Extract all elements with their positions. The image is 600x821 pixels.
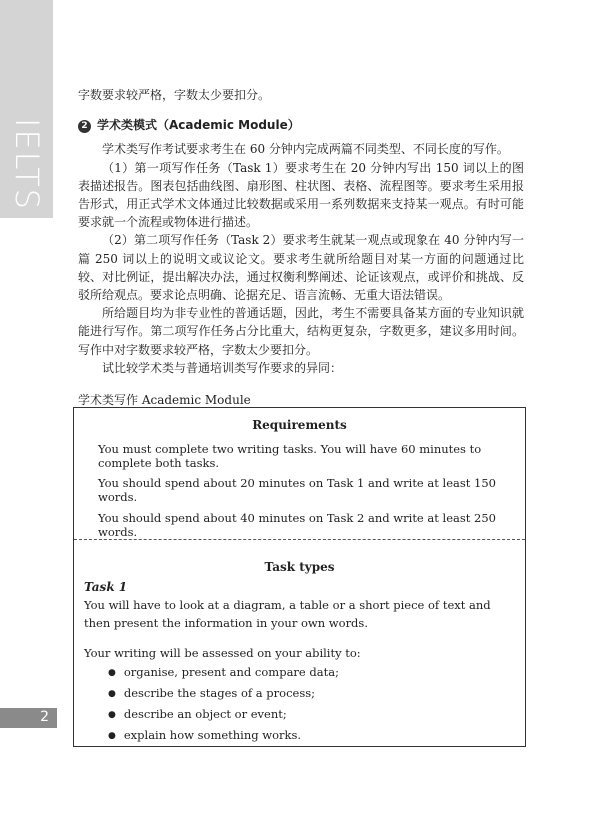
task-types-title: Task types	[264, 560, 335, 574]
page-number-box	[0, 708, 57, 728]
box-caption: 学术类写作 Academic Module	[78, 393, 251, 408]
page-number: 2	[40, 709, 49, 725]
task1-text: You will have to look at a diagram, a table or a short piece of text and then present the information in your own words.	[84, 598, 491, 630]
sidebar-label: IELTS	[8, 118, 46, 211]
dashed-divider	[74, 539, 525, 540]
requirement-line: You should spend about 20 minutes on Task 1 and write at least 150 words.	[98, 476, 496, 504]
sidebar-tab	[0, 0, 53, 218]
list-item: ● explain how something works.	[108, 725, 515, 746]
list-item: ● describe an object or event;	[108, 704, 515, 725]
section-heading-text: 学术类模式（Academic Module）	[97, 118, 300, 133]
list-item: ● describe the stages of a process;	[108, 683, 515, 704]
requirement-line: You should spend about 40 minutes on Task 2 and write at least 250 words.	[98, 511, 496, 539]
paragraph-1: 学术类写作考试要求考生在 60 分钟内完成两篇不同类型、不同长度的写作。	[102, 142, 509, 157]
section-heading	[78, 116, 524, 134]
paragraph-3: （2）第二项写作任务（Task 2）要求考生就某一观点或现象在 40 分钟内写一篇 250 词以上的说明文或议论文。要求考生就所给题目对某一方面的问题通过比较、对比例证，提出解决办法，通过权衡利弊阐述、论证该观点，或评价和挑战、反驳所给观点。要求论点明确、论据充足、语言流畅、无重大语法错误。	[78, 233, 524, 303]
list-item: ● organise, present and compare data;	[108, 662, 515, 683]
task1-label: Task 1	[84, 580, 128, 594]
body-text	[78, 86, 524, 409]
requirement-line: You must complete two writing tasks. You will have 60 minutes to complete both tasks.	[98, 442, 482, 470]
paragraph-4: 所给题目均为非专业性的普通话题，因此，考生不需要具备某方面的专业知识就能进行写作。第二项写作任务占分比重大，结构更复杂，字数更多，建议多用时间。写作中对字数要求较严格，字数太少要扣分。	[78, 306, 524, 357]
task-types-section	[84, 548, 515, 746]
paragraph-2: （1）第一项写作任务（Task 1）要求考生在 20 分钟内写出 150 词以上的图表描述报告。图表包括曲线图、扇形图、柱状图、表格、流程图等。要求考生采用报告形式，用正式学术文体通过比较数据或采用一系列数据来支持某一观点。有时可能要求就一个流程或物体进行描述。	[78, 160, 524, 230]
paragraph-5: 试比较学术类与普通培训类写作要求的异同：	[102, 360, 343, 375]
assessment-list	[84, 662, 515, 746]
academic-module-box	[73, 407, 526, 747]
assessment-text: Your writing will be assessed on your ability to:	[84, 646, 361, 660]
top-line: 字数要求较严格，字数太少要扣分。	[78, 88, 271, 102]
requirements-title: Requirements	[252, 418, 347, 432]
section-number: 2	[78, 120, 91, 133]
